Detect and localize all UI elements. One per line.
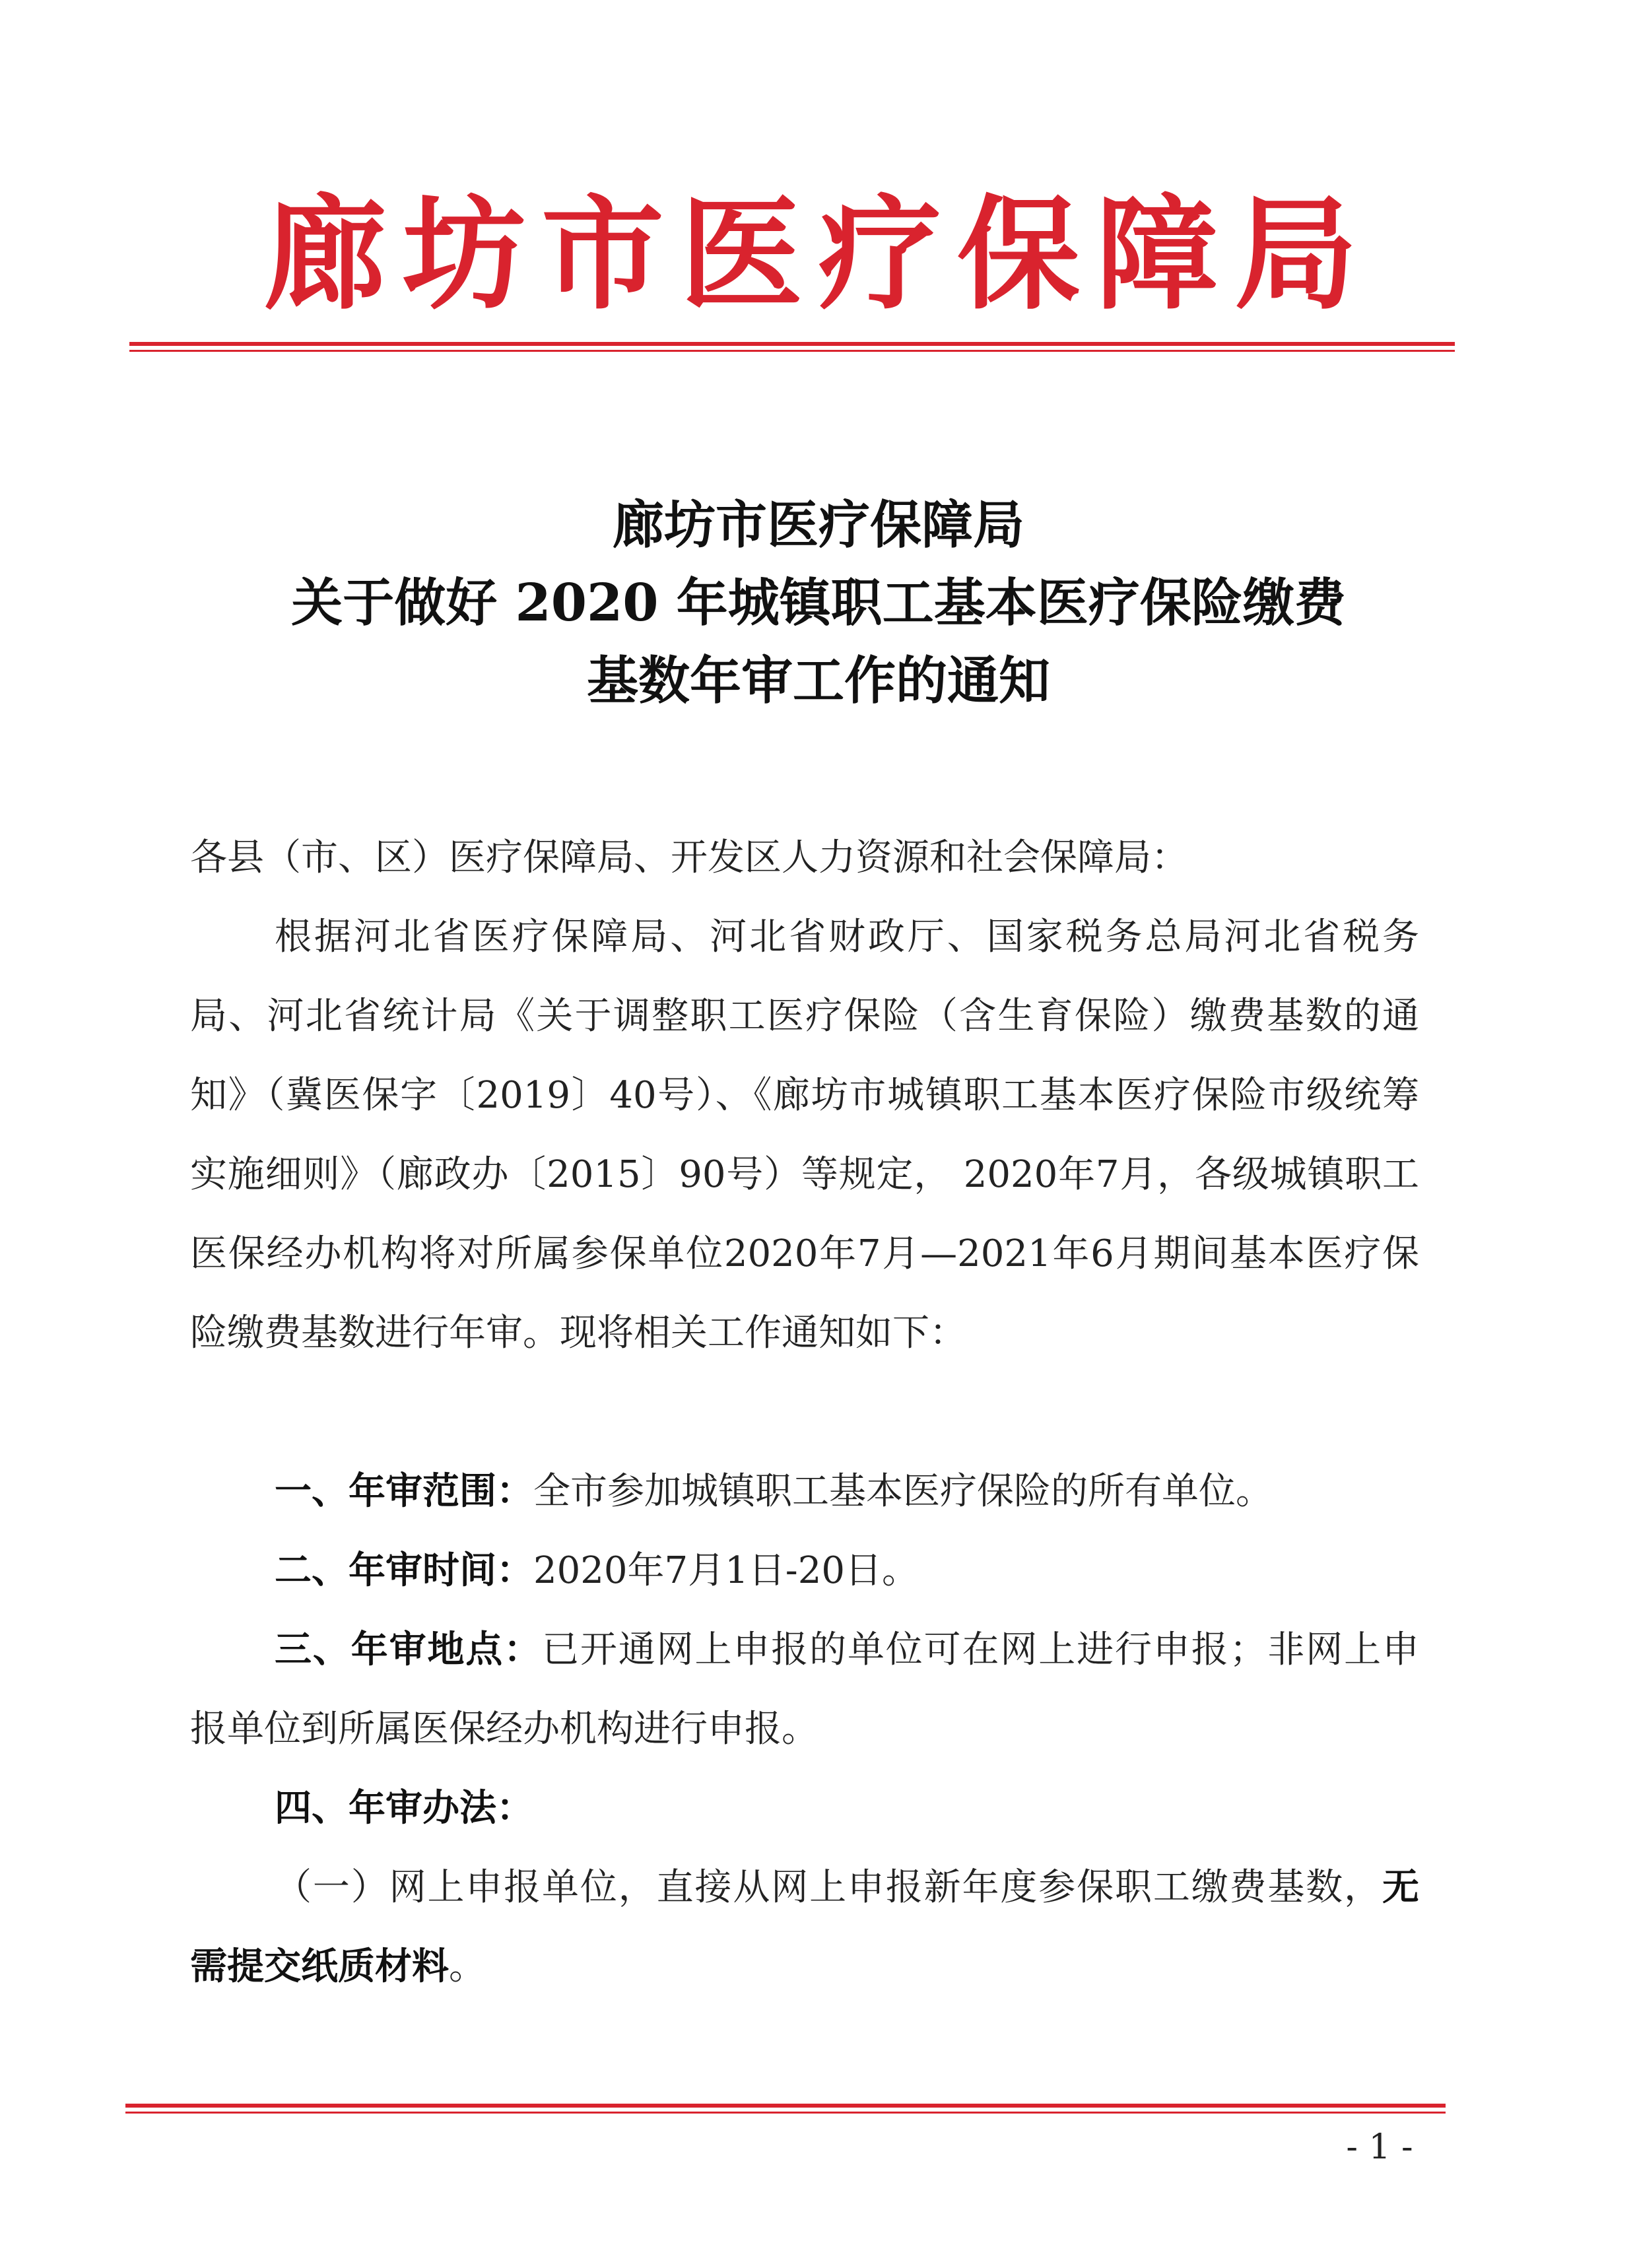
footer-rule [125,2104,1446,2108]
section-4 [190,1769,1419,1848]
section-3 [190,1611,1419,1769]
item-1-text: （一）网上申报单位，直接从网上申报新年度参保职工缴费基数， [275,1866,1382,1909]
issuing-authority-header: 廊坊市医疗保障局 [263,182,1373,326]
page-number: - 1 - [1346,2127,1413,2167]
item-1-end: 。 [449,1945,486,1988]
section-4-heading: 四、年审办法： [275,1787,533,1830]
section-1 [190,1452,1419,1531]
addressee: 各县（市、区）医疗保障局、开发区人力资源和社会保障局： [190,836,1188,879]
item-1 [190,1848,1419,2007]
doc-title-line-3: 基数年审工作的通知 [586,651,1050,711]
footer-rule-thin [125,2112,1446,2114]
section-3-text: 已开通网上申报的单位可在网上进行申报；非网上申报单位到所属医保经办机构进行申报。 [190,1628,1420,1751]
intro-paragraph: 根据河北省医疗保障局、河北省财政厅、国家税务总局河北省税务局、河北省统计局《关于调整职工医疗保险（含生育保险）缴费基数的通知》（冀医保字〔2019〕40号）、《廊坊市城镇职工基本医疗保险市级统筹实施细则》（廊政办〔2015〕90号）等规定， 2020年7月，各级城镇职工医保经办机构将对所属参保单位2020年7月—2021年6月期间基本医疗保险缴费基数进行年审。现将相关工作通知如下： [190,916,1420,1354]
section-3-heading: 三、年审地点： [275,1628,543,1671]
header-rule [129,342,1455,346]
item-1-bold-text: 无需提交纸质材料 [190,1866,1419,1988]
header-rule-thin [129,350,1455,352]
doc-title-line-2: 关于做好 2020 年城镇职工基本医疗保险缴费 [291,573,1346,633]
doc-title-line-1: 廊坊市医疗保障局 [612,495,1024,555]
section-1-heading: 一、年审范围： [275,1470,533,1513]
section-2 [190,1531,1419,1611]
section-2-text: 2020年7月1日-20日。 [533,1549,919,1592]
section-1-text: 全市参加城镇职工基本医疗保险的所有单位。 [533,1470,1273,1513]
section-2-heading: 二、年审时间： [275,1549,533,1592]
